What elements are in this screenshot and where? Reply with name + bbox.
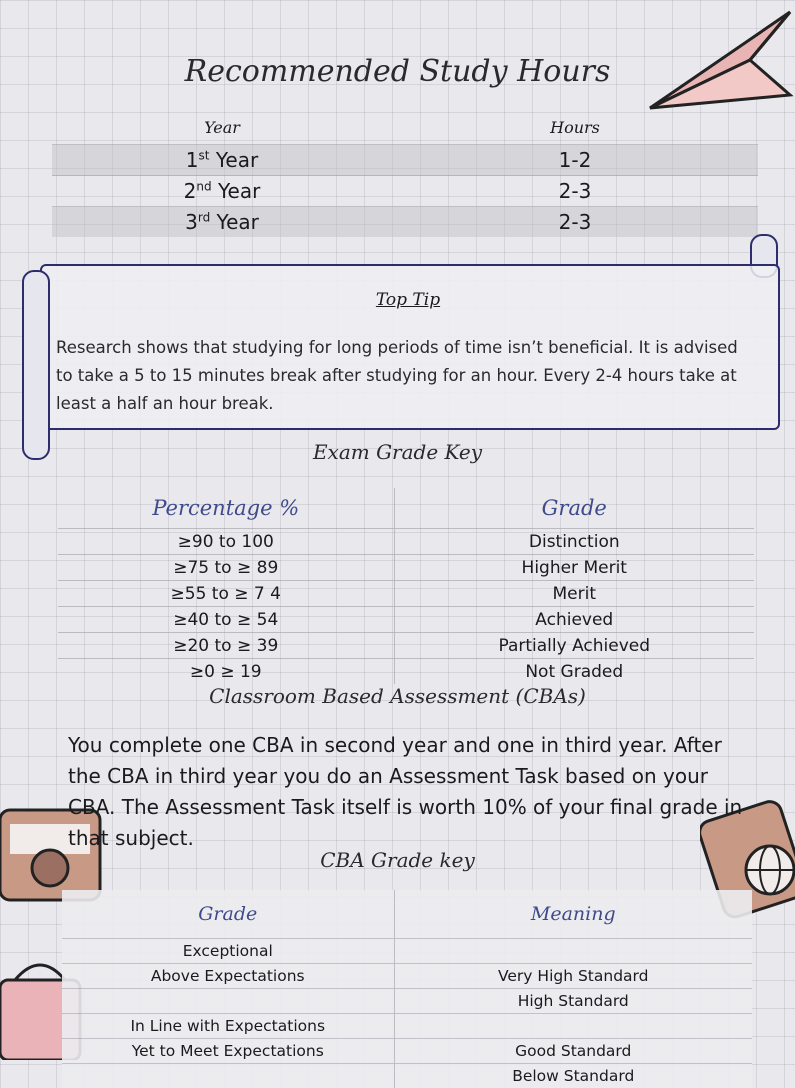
cba-grade-header: Grade	[62, 890, 394, 939]
table-row	[62, 964, 752, 989]
top-tip-body: Research shows that studying for long periods of time isn’t beneficial. It is advised to take a 5 to 15 minutes break after studying for an hour. Every 2-4 hours take at least a half an hour break.	[56, 334, 756, 418]
exam-grade-key-title: Exam Grade Key	[0, 440, 795, 464]
meaning-cell: Good Standard	[394, 1039, 752, 1064]
meaning-cell: High Standard	[394, 989, 752, 1014]
table-row	[52, 176, 758, 207]
percentage-cell: ≥75 to ≥ 89	[58, 555, 394, 581]
cba-body: You complete one CBA in second year and one in third year. After the CBA in third year you do an Assessment Task based on your CBA. The Assessment Task itself is worth 10% of your final grade in that subject.	[68, 730, 758, 854]
percentage-cell: ≥90 to 100	[58, 529, 394, 555]
table-row	[52, 145, 758, 176]
year-cell: 2nd Year	[52, 176, 392, 207]
grade-cell: Partially Achieved	[394, 633, 754, 659]
cba-title: Classroom Based Assessment (CBAs)	[0, 684, 795, 708]
table-row	[58, 581, 754, 607]
table-row	[62, 1064, 752, 1088]
top-tip-title: Top Tip	[40, 290, 776, 310]
table-row	[62, 1014, 752, 1039]
year-header: Year	[52, 110, 392, 145]
hours-cell: 2-3	[392, 207, 758, 238]
year-cell: 1st Year	[52, 145, 392, 176]
study-hours-table	[52, 110, 758, 237]
percentage-header: Percentage %	[58, 488, 394, 529]
hours-cell: 1-2	[392, 145, 758, 176]
table-row	[58, 607, 754, 633]
hours-header: Hours	[392, 110, 758, 145]
table-row	[62, 989, 752, 1014]
meaning-cell	[394, 939, 752, 964]
table-row	[58, 633, 754, 659]
cba-grade-key-title: CBA Grade key	[0, 848, 795, 872]
percentage-cell: ≥40 to ≥ 54	[58, 607, 394, 633]
exam-grade-table	[58, 488, 754, 684]
grade-header: Grade	[394, 488, 754, 529]
cba-grade-cell: Exceptional	[62, 939, 394, 964]
study-hours-title: Recommended Study Hours	[0, 54, 795, 89]
table-row	[58, 529, 754, 555]
meaning-cell: Very High Standard	[394, 964, 752, 989]
table-row	[58, 659, 754, 685]
cba-grade-cell	[62, 989, 394, 1014]
table-row	[58, 555, 754, 581]
percentage-cell: ≥20 to ≥ 39	[58, 633, 394, 659]
year-cell: 3rd Year	[52, 207, 392, 238]
cba-grade-cell	[62, 1064, 394, 1088]
cba-grade-cell: In Line with Expectations	[62, 1014, 394, 1039]
meaning-cell: Below Standard	[394, 1064, 752, 1088]
cba-grade-table	[62, 890, 752, 1088]
cba-grade-cell: Above Expectations	[62, 964, 394, 989]
table-row	[52, 207, 758, 238]
table-row	[62, 939, 752, 964]
grade-cell: Merit	[394, 581, 754, 607]
meaning-cell	[394, 1014, 752, 1039]
grade-cell: Higher Merit	[394, 555, 754, 581]
meaning-header: Meaning	[394, 890, 752, 939]
grade-cell: Achieved	[394, 607, 754, 633]
percentage-cell: ≥55 to ≥ 7 4	[58, 581, 394, 607]
grade-cell: Not Graded	[394, 659, 754, 685]
grade-cell: Distinction	[394, 529, 754, 555]
hours-cell: 2-3	[392, 176, 758, 207]
cba-grade-cell: Yet to Meet Expectations	[62, 1039, 394, 1064]
percentage-cell: ≥0 ≥ 19	[58, 659, 394, 685]
